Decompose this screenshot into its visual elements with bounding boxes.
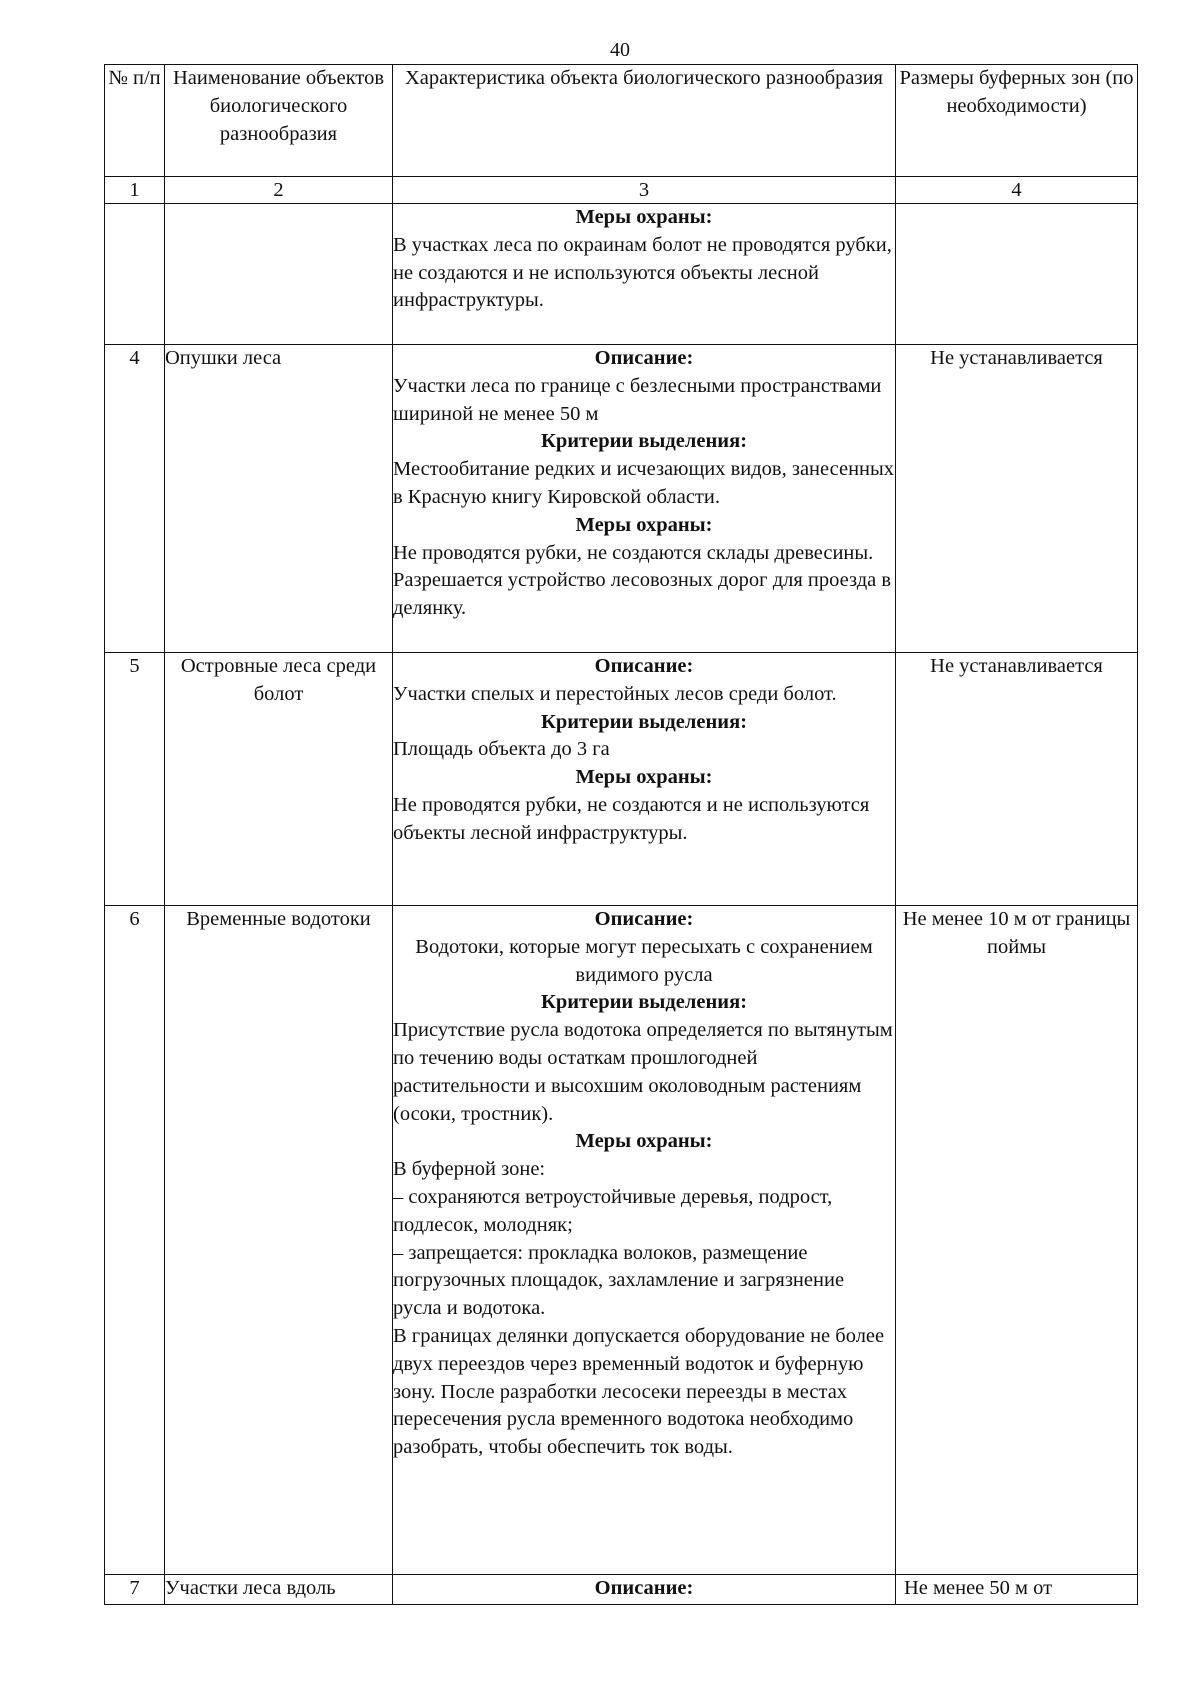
section-text: Водотоки, которые могут пересыхать с сохранением видимого русла [415, 935, 873, 986]
object-characteristic [393, 906, 896, 1575]
header-number: № п/п [105, 65, 165, 177]
section-text: В границах делянки допускается оборудование не более двух переездов через временный водоток и буферную зону. После разработки лесосеки переезды в местах пересечения русла временного водотока необходимо разобрать, чтобы обеспечить ток воды. [393, 1324, 885, 1459]
table-row [105, 906, 1138, 1575]
object-name: Временные водотоки [165, 906, 393, 1575]
section-heading: Критерии выделения: [540, 430, 748, 453]
row-number: 7 [105, 1575, 165, 1605]
row-number [105, 204, 165, 345]
section-heading: Критерии выделения: [540, 991, 748, 1014]
column-number: 3 [393, 177, 896, 204]
object-characteristic [393, 1575, 896, 1605]
header-name: Наименование объектов биологического разнообразия [165, 65, 393, 177]
section-heading: Описание: [594, 347, 694, 369]
section-heading: Описание: [594, 655, 694, 677]
object-name: Островные леса среди болот [165, 653, 393, 906]
object-characteristic [393, 653, 896, 906]
table-row [105, 653, 1138, 906]
table-row [105, 204, 1138, 345]
section-heading: Меры охраны: [575, 513, 713, 536]
table-row [105, 345, 1138, 653]
section-heading: Меры охраны: [575, 206, 713, 228]
section-text: Присутствие русла водотока определяется по вытянутым по течению воды остаткам прошлогодней растительности и высохшим околоводным растениям (осоки, тростник). [393, 1019, 893, 1125]
row-number: 6 [105, 906, 165, 1575]
section-text: – сохраняются ветроустойчивые деревья, подрост, подлесок, молодняк; [393, 1185, 833, 1236]
section-heading: Критерии выделения: [540, 710, 748, 733]
section-text: В буферной зоне: [393, 1158, 546, 1181]
object-name: Участки леса вдоль [165, 1575, 393, 1605]
section-text: – запрещается: прокладка волоков, размещение погрузочных площадок, захламление и загрязнение русла и водотока. [393, 1241, 845, 1320]
buffer-size: Не устанавливается [896, 653, 1138, 906]
section-text: Не проводятся рубки, не создаются и не используются объекты лесной инфраструктуры. [393, 793, 870, 844]
column-number: 1 [105, 177, 165, 204]
object-name: Опушки леса [165, 345, 393, 653]
buffer-size [896, 204, 1138, 345]
table-row [105, 1575, 1138, 1605]
section-text: Не проводятся рубки, не создаются склады древесины. Разрешается устройство лесовозных дорог для проезда в делянку. [393, 541, 892, 620]
section-text: Участки спелых и перестойных лесов среди болот. [393, 682, 837, 705]
section-text: Участки леса по границе с безлесными пространствами шириной не менее 50 м [393, 374, 882, 425]
object-characteristic [393, 345, 896, 653]
section-heading: Описание: [594, 1577, 694, 1599]
row-number: 5 [105, 653, 165, 906]
page-number: 40 [610, 39, 630, 61]
section-heading: Меры охраны: [575, 766, 713, 789]
section-text: Местообитание редких и исчезающих видов, занесенных в Красную книгу Кировской области. [393, 458, 895, 508]
section-heading: Описание: [594, 908, 694, 930]
buffer-size: Не менее 10 м от границы поймы [896, 906, 1138, 1575]
buffer-size: Не устанавливается [896, 345, 1138, 653]
table-header-row [105, 65, 1138, 177]
object-characteristic [393, 204, 896, 345]
column-number: 4 [896, 177, 1138, 204]
section-text: Площадь объекта до 3 га [393, 738, 610, 761]
header-characteristic: Характеристика объекта биологического разнообразия [393, 65, 896, 177]
column-number: 2 [165, 177, 393, 204]
buffer-size: Не менее 50 м от [896, 1575, 1138, 1605]
column-number-row [105, 177, 1138, 204]
biodiversity-table [104, 64, 1138, 1605]
header-buffer-zones: Размеры буферных зон (по необходимости) [896, 65, 1138, 177]
object-name [165, 204, 393, 345]
section-text: В участках леса по окраинам болот не проводятся рубки, не создаются и не используются объекты лесной инфраструктуры. [393, 233, 892, 312]
section-heading: Меры охраны: [575, 1130, 713, 1153]
row-number: 4 [105, 345, 165, 653]
